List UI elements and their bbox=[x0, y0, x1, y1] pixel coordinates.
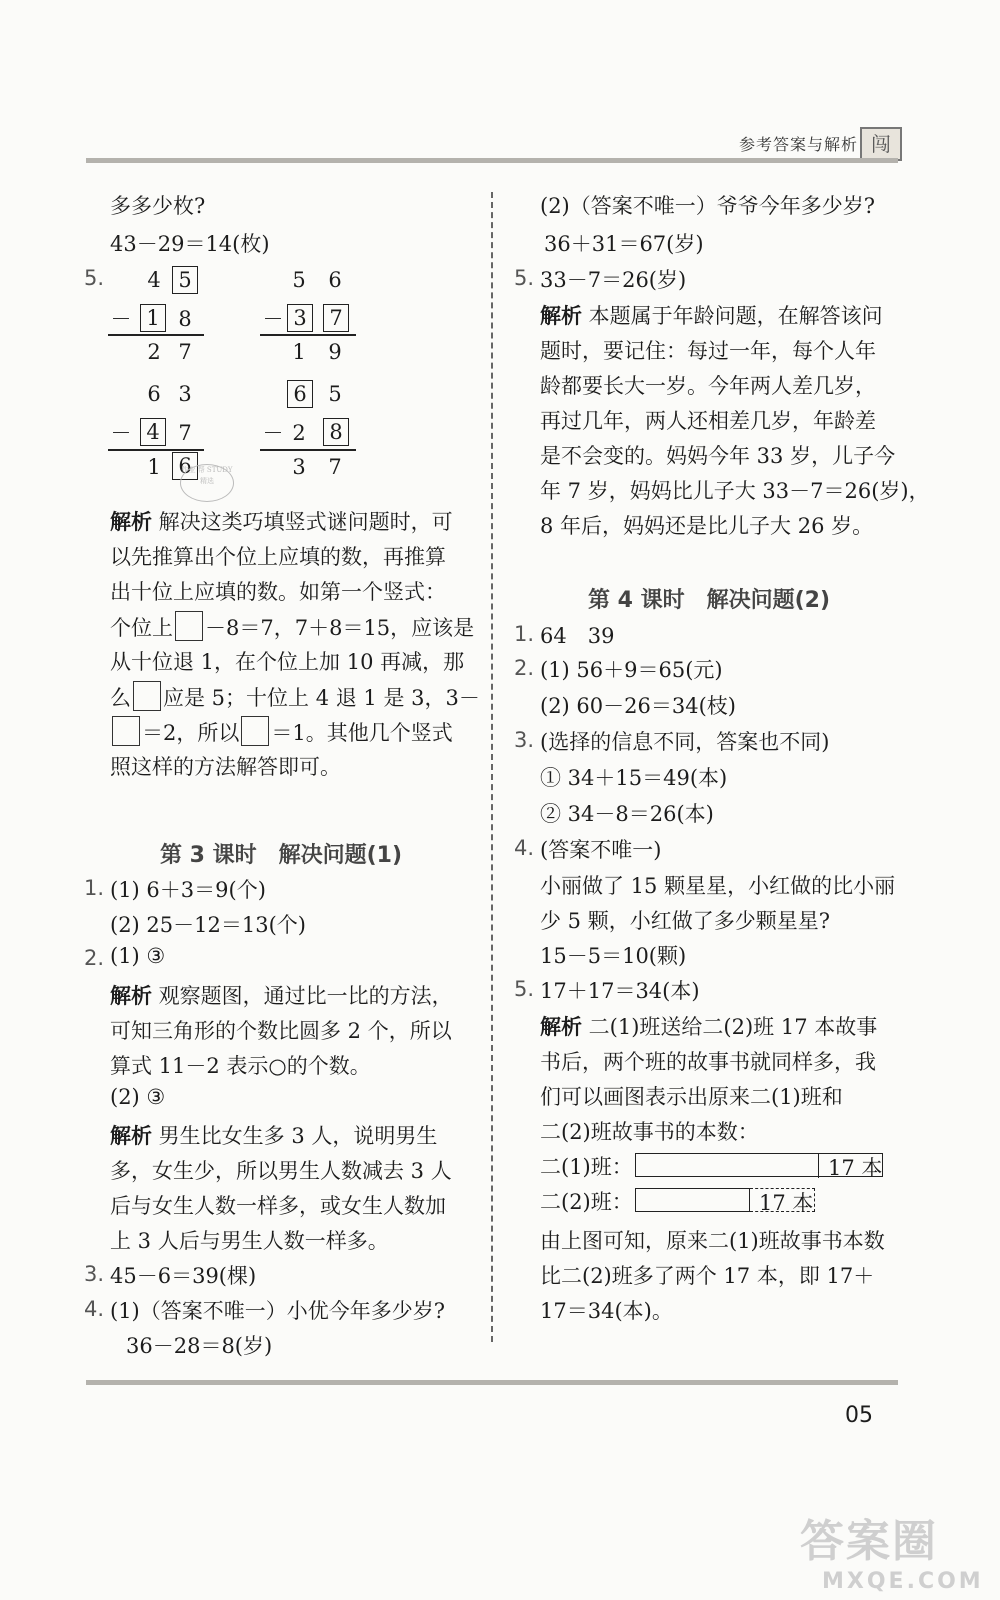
explanation-line: ＝2，所以 ＝1。其他几个竖式 bbox=[110, 716, 453, 747]
answer-line: (2) 60－26＝34(枝) bbox=[540, 694, 736, 718]
explanation-line: 从十位退 1，在个位上加 10 再减，那 bbox=[110, 650, 465, 674]
question-number: 1. bbox=[84, 876, 105, 900]
digit: 9 bbox=[328, 340, 342, 364]
sum-line bbox=[108, 449, 204, 451]
answer-box: 7 bbox=[323, 304, 349, 332]
digit: 7 bbox=[328, 455, 342, 479]
explanation-line: 二(2)班故事书的本数： bbox=[540, 1120, 759, 1144]
explanation-line: 出十位上应填的数。如第一个竖式： bbox=[110, 580, 446, 604]
answer-line: 15－5＝10(颗) bbox=[540, 944, 687, 968]
digit: 2 bbox=[292, 421, 306, 445]
page-number: 05 bbox=[845, 1403, 873, 1428]
explanation-line: 解析 本题属于年龄问题，在解答该问 bbox=[540, 304, 883, 328]
explanation-line: 以先推算出个位上应填的数，再推算 bbox=[110, 545, 446, 569]
question-number: 5. bbox=[514, 266, 535, 290]
explanation-line: 个位上 －8＝7，7＋8＝15，应该是 bbox=[110, 611, 474, 642]
sum-line bbox=[260, 334, 356, 336]
digit: 6 bbox=[147, 382, 161, 406]
answer-line: 17＋17＝34(本) bbox=[540, 979, 700, 1003]
answer-line: 少 5 颗，小红做了多少颗星星? bbox=[540, 909, 830, 933]
sum-line bbox=[108, 334, 204, 336]
text-line: 43－29＝14(枚) bbox=[110, 232, 270, 256]
answer-box: 6 bbox=[287, 380, 313, 408]
question-number: 2. bbox=[514, 656, 535, 680]
explanation-line: 可知三角形的个数比圆多 2 个，所以 bbox=[110, 1019, 452, 1043]
bar-segment-divider bbox=[818, 1153, 819, 1178]
digit: 7 bbox=[178, 340, 192, 364]
answer-line: ② 34－8＝26(本) bbox=[540, 802, 714, 826]
explanation-line: 多，女生少，所以男生人数减去 3 人 bbox=[110, 1159, 452, 1183]
answer-line: (2)（答案不唯一）爷爷今年多少岁? bbox=[540, 194, 876, 218]
header-title: 参考答案与解析 bbox=[738, 135, 858, 154]
blank-box bbox=[175, 611, 203, 641]
question-number: 3. bbox=[514, 728, 535, 752]
section-title-4: 第 4 课时 解决问题(2) bbox=[588, 588, 831, 613]
digit: 1 bbox=[292, 340, 306, 364]
question-number: 5. bbox=[84, 266, 105, 290]
explanation-label: 解析 bbox=[540, 304, 582, 328]
answer-box: 5 bbox=[172, 266, 198, 294]
answer-line: 小丽做了 15 颗星星，小红做的比小丽 bbox=[540, 874, 896, 898]
explanation-line: 解析 男生比女生多 3 人，说明男生 bbox=[110, 1124, 438, 1148]
explanation-line: 解析 观察题图，通过比一比的方法， bbox=[110, 984, 453, 1008]
explanation-line: 们可以画图表示出原来二(1)班和 bbox=[540, 1085, 843, 1109]
digit: 4 bbox=[147, 268, 161, 292]
explanation-line: 17＝34(本)。 bbox=[540, 1299, 673, 1323]
minus-sign: － bbox=[262, 421, 284, 445]
explanation-line: 年 7 岁，妈妈比儿子大 33－7＝26(岁)， bbox=[540, 479, 930, 503]
answer-line: (答案不唯一) bbox=[540, 838, 662, 862]
digit: 7 bbox=[178, 421, 192, 445]
answer-box: 3 bbox=[287, 304, 313, 332]
explanation-line: 再过几年，两人还相差几岁，年龄差 bbox=[540, 409, 876, 433]
explanation-label: 解析 bbox=[110, 984, 152, 1008]
digit: 6 bbox=[328, 268, 342, 292]
answer-line: 33－7＝26(岁) bbox=[540, 268, 687, 292]
blank-box bbox=[133, 681, 161, 711]
explanation-line: 书后，两个班的故事书就同样多，我 bbox=[540, 1050, 876, 1074]
question-number: 4. bbox=[84, 1297, 105, 1321]
watermark bbox=[800, 1505, 984, 1594]
explanation-line: 么 应是 5；十位上 4 退 1 是 3，3－ bbox=[110, 681, 480, 712]
header-corner-badge: 闯 bbox=[860, 127, 902, 161]
bar-tag-class1: 17 本 bbox=[828, 1156, 883, 1180]
minus-sign: － bbox=[110, 421, 132, 445]
answer-box: 8 bbox=[323, 418, 349, 446]
answer-line: (1) 6＋3＝9(个) bbox=[110, 878, 266, 902]
explanation-line: 题时，要记住：每过一年，每个人年 bbox=[540, 339, 876, 363]
bar-label-class1: 二(1)班： bbox=[540, 1155, 633, 1179]
minus-sign: － bbox=[262, 307, 284, 331]
explanation-line: 龄都要长大一岁。今年两人差几岁， bbox=[540, 374, 876, 398]
answer-line: 45－6＝39(棵) bbox=[110, 1264, 257, 1288]
bar-class2 bbox=[635, 1188, 750, 1212]
explanation-line: 算式 11－2 表示○的个数。 bbox=[110, 1054, 371, 1078]
digit: 3 bbox=[178, 382, 192, 406]
question-number: 2. bbox=[84, 946, 105, 970]
explanation-line: 解析 二(1)班送给二(2)班 17 本故事 bbox=[540, 1015, 878, 1039]
stamp-mark: 作业 帮 STUDY 精选 bbox=[180, 464, 234, 502]
digit: 5 bbox=[292, 268, 306, 292]
explanation-label: 解析 bbox=[540, 1015, 582, 1039]
bar-tag-class2: 17 本 bbox=[759, 1191, 814, 1215]
digit: 1 bbox=[147, 455, 161, 479]
question-number: 1. bbox=[514, 622, 535, 646]
answer-line: (1) 56＋9＝65(元) bbox=[540, 658, 723, 682]
explanation-line: 比二(2)班多了两个 17 本，即 17＋ bbox=[540, 1264, 875, 1288]
explanation-line: 后与女生人数一样多，或女生人数加 bbox=[110, 1194, 446, 1218]
digit: 8 bbox=[178, 307, 192, 331]
digit: 5 bbox=[328, 382, 342, 406]
section-title-3: 第 3 课时 解决问题(1) bbox=[160, 843, 403, 868]
explanation-line: 照这样的方法解答即可。 bbox=[110, 755, 341, 779]
sum-line bbox=[260, 449, 356, 451]
answer-line: (1) ③ bbox=[110, 944, 166, 968]
digit: 2 bbox=[147, 340, 161, 364]
explanation-label: 解析 bbox=[110, 510, 152, 534]
question-number: 4. bbox=[514, 836, 535, 860]
text-line: 多多少枚? bbox=[110, 194, 206, 218]
digit: 3 bbox=[292, 455, 306, 479]
explanation-label: 解析 bbox=[110, 1124, 152, 1148]
answer-line: 64 39 bbox=[540, 624, 615, 648]
answer-line: ① 34＋15＝49(本) bbox=[540, 766, 728, 790]
watermark-logo: 答案圈 bbox=[800, 1516, 938, 1567]
watermark-url: MXQE.COM bbox=[822, 1569, 984, 1594]
explanation-line: 是不会变的。妈妈今年 33 岁，儿子今 bbox=[540, 444, 896, 468]
minus-sign: － bbox=[110, 307, 132, 331]
explanation-line: 8 年后，妈妈还是比儿子大 26 岁。 bbox=[540, 514, 874, 538]
explanation-line: 解析 解决这类巧填竖式谜问题时，可 bbox=[110, 510, 453, 534]
answer-line: (2) 25－12＝13(个) bbox=[110, 913, 306, 937]
answer-box: 1 bbox=[140, 304, 166, 332]
question-number: 5. bbox=[514, 977, 535, 1001]
answer-line: (2) ③ bbox=[110, 1085, 166, 1109]
answer-box: 4 bbox=[140, 418, 166, 446]
answer-line: (选择的信息不同，答案也不同) bbox=[540, 730, 830, 754]
blank-box bbox=[112, 716, 140, 746]
answer-line: 36－28＝8(岁) bbox=[126, 1334, 273, 1358]
blank-box bbox=[241, 716, 269, 746]
answer-line: (1)（答案不唯一）小优今年多少岁? bbox=[110, 1299, 446, 1323]
answer-line: 36＋31＝67(岁) bbox=[544, 232, 704, 256]
column-divider bbox=[491, 192, 493, 1342]
explanation-line: 上 3 人后与男生人数一样多。 bbox=[110, 1229, 389, 1253]
question-number: 3. bbox=[84, 1262, 105, 1286]
footer-rule bbox=[86, 1380, 898, 1385]
header-rule bbox=[86, 158, 898, 163]
bar-label-class2: 二(2)班： bbox=[540, 1190, 633, 1214]
answer-box: 6 bbox=[172, 452, 198, 480]
explanation-line: 由上图可知，原来二(1)班故事书本数 bbox=[540, 1229, 885, 1253]
